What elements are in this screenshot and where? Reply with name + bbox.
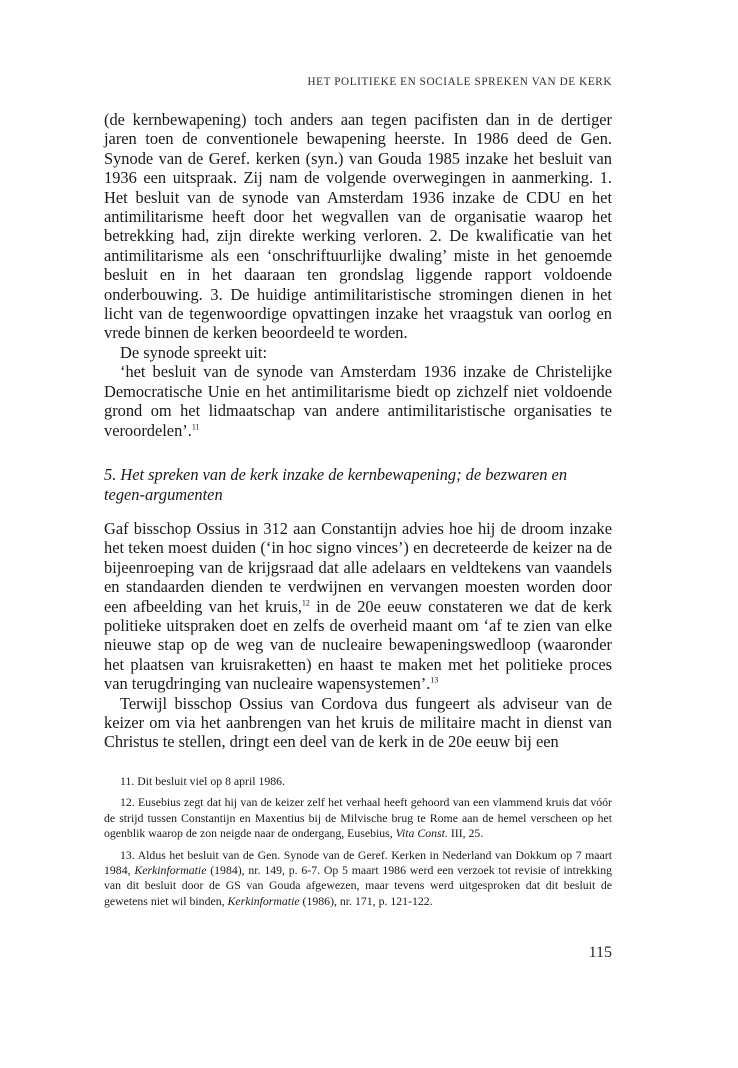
footnotes bbox=[104, 774, 612, 915]
footnote-12-text: 12. Eusebius zegt dat hij van de keizer zelf het verhaal heeft gehoord van een vlammend kruis dat vóór de strijd tussen Constantijn en Maxentius bij de Milvische brug te Rome aan de hemel verscheen op het ogenblik waarop de zon neigde naar de ondergang, Eusebius, bbox=[104, 795, 612, 841]
ossius-text-a: Gaf bisschop Ossius in 312 aan Constantijn advies hoe hij de droom inzake het teken moest duiden (‘in hoc signo vinces’) en decreteerde de keizer na de bijeenroeping van de krijgsraad dat alle adelaars en veldtekens van vaandels en standaarden dienden te verdwijnen en vervangen moesten worden door een afbeelding van het kruis, bbox=[104, 519, 612, 616]
section-body bbox=[104, 519, 612, 752]
footnote-ref-13: 13 bbox=[430, 675, 439, 685]
footnote-12-title: Vita Const. bbox=[395, 826, 448, 841]
section-heading: 5. Het spreken van de kerk inzake de kernbewapening; de bezwaren en tegen-argumenten bbox=[104, 465, 568, 504]
body-text bbox=[104, 110, 612, 440]
paragraph-kernbewapening: (de kernbewapening) toch anders aan tegen pacifisten dan in de dertiger jaren toen de conventionele bewapening heerste. In 1986 deed de Gen. Synode van de Geref. kerken (syn.) van Gouda 1985 inzake het besluit van 1936 een uitspraak. Zij nam de volgende overwegingen in aanmerking. 1. Het besluit van de synode van Amsterdam 1936 inzake de CDU en het antimilitarisme heeft door het wegvallen van de organisatie waarop het betrekking had, zijn direkte werking verloren. 2. De kwalificatie van het antimilitarisme als een ‘onschriftuurlijke dwaling’ miste in het genoemde besluit en in het daaraan ten grondslag liggende rapport voldoende onderbouwing. 3. De huidige antimilitaristische stromingen dienen in het licht van de tegenwoordige opvattingen inzake het vraagstuk van oorlog en vrede binnen de kerken beoordeeld te worden. bbox=[104, 110, 612, 343]
footnote-13-middle: (1984), nr. 149, p. 6-7. Op 5 maart 1986 werd een verzoek tot revisie of intrekking van dit besluit door de GS van Gouda afgewezen, maar tevens werd uitgesproken dat dit besluit de gewetens niet wil binden, bbox=[104, 863, 612, 908]
footnote-ref-11: 11 bbox=[191, 422, 200, 432]
footnote-13-tail: (1986), nr. 171, p. 121-122. bbox=[299, 893, 433, 908]
footnote-12 bbox=[104, 795, 612, 841]
footnote-ref-12: 12 bbox=[301, 598, 310, 608]
running-header: HET POLITIEKE EN SOCIALE SPREKEN VAN DE KERK bbox=[307, 76, 612, 88]
synode-quote bbox=[104, 362, 612, 440]
footnote-11: 11. Dit besluit viel op 8 april 1986. bbox=[120, 774, 286, 788]
footnote-13 bbox=[104, 848, 612, 910]
paragraph-cordova: Terwijl bisschop Ossius van Cordova dus fungeert als adviseur van de keizer om via het aanbrengen van het kruis de militaire macht in dienst van Christus te stellen, dringt een deel van de kerk in de 20e eeuw bij een bbox=[104, 693, 612, 752]
ossius-text-b: in de 20e eeuw constateren we dat de kerk politieke uitspraken doet en zelfs de overheid maant om ‘af te zien van elke nieuwe stap op de weg van de nucleaire bewapeningswedloop (waaronder het plaatsen van kruisraketten) en haast te maken met het politieke proces van terugdringing van nucleaire wapensystemen’. bbox=[104, 596, 612, 694]
page-number: 115 bbox=[588, 944, 612, 961]
footnote-13-title-1: Kerkinformatie bbox=[134, 863, 207, 878]
paragraph-ossius bbox=[104, 519, 612, 694]
quote-text: ‘het besluit van de synode van Amsterdam 1936 inzake de Christelijke Democratische Unie en het antimilitarisme biedt op zichzelf niet voldoende grond om het lidmaatschap van andere antimilitaristische organisaties te veroordelen’. bbox=[104, 362, 612, 440]
footnote-13-text: 13. Aldus het besluit van de Gen. Synode van de Geref. Kerken in Nederland van Dokkum op 7 maart 1984, bbox=[104, 847, 612, 878]
footnote-12-tail: III, 25. bbox=[447, 826, 484, 841]
paragraph-synode-spreekt: De synode spreekt uit: bbox=[120, 342, 268, 362]
footnote-13-title-2: Kerkinformatie bbox=[227, 893, 300, 908]
